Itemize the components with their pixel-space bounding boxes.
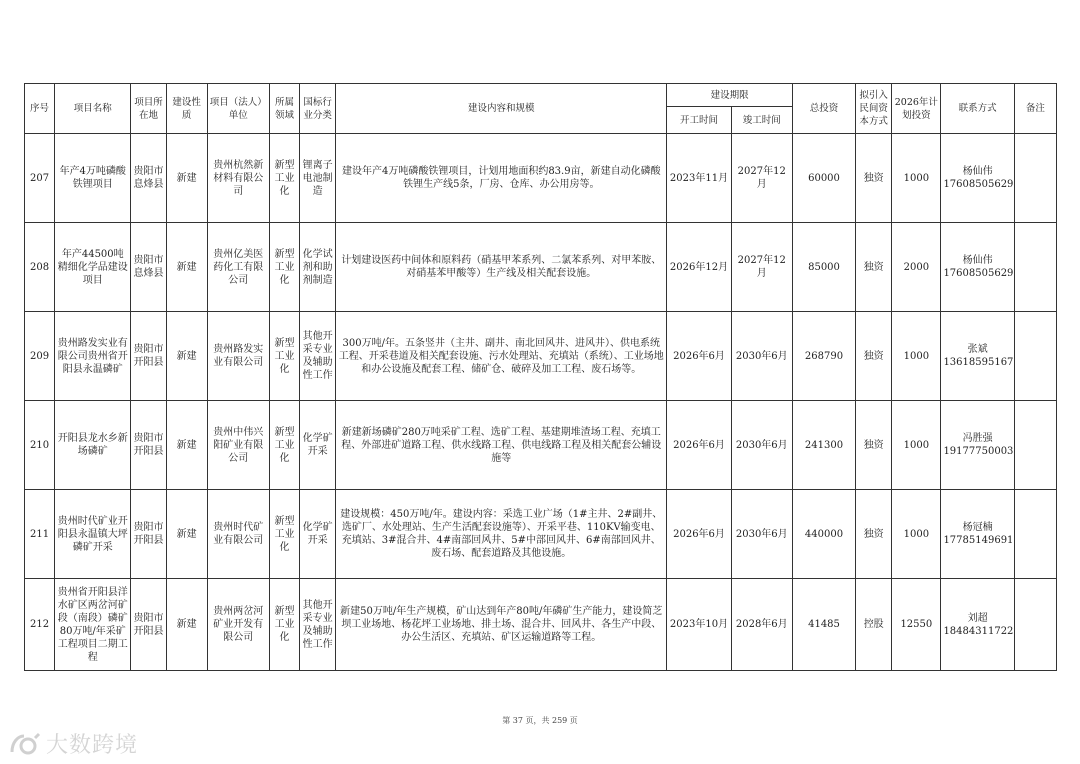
contact-name: 刘超 <box>967 612 988 624</box>
cell-contact <box>941 134 1014 223</box>
cell-start: 2026年6月 <box>667 401 731 490</box>
cell-contact <box>941 223 1014 312</box>
header-end: 竣工时间 <box>731 107 792 134</box>
header-private-capital: 拟引入民间资本方式 <box>856 84 892 134</box>
cell-plan-2026: 1000 <box>892 312 941 401</box>
cell-end: 2030年6月 <box>731 312 792 401</box>
cell-seq: 212 <box>25 579 55 671</box>
cell-industry: 其他开采专业及辅助性工作 <box>300 312 336 401</box>
cell-industry: 锂离子电池制造 <box>300 134 336 223</box>
cell-contact <box>941 312 1014 401</box>
cell-content: 300万吨/年。五条竖井（主井、副井、南北回风井、进风井）、供电系统工程、开采巷道及相关配套设施、污水处理站、充填站（系统）、工业场地和办公设施及配套工程、储矿仓、破碎及加工工程、废石场等。 <box>336 312 667 401</box>
cell-remarks <box>1014 134 1056 223</box>
header-plan-2026: 2026年计划投资 <box>892 84 941 134</box>
cell-investment: 41485 <box>792 579 855 671</box>
cell-name: 贵州路发实业有限公司贵州省开阳县永温磷矿 <box>55 312 131 401</box>
cell-plan-2026: 1000 <box>892 134 941 223</box>
header-investment: 总投资 <box>792 84 855 134</box>
cell-investment: 85000 <box>792 223 855 312</box>
cell-nature: 新建 <box>166 312 207 401</box>
cell-content: 建设规模：450万吨/年。建设内容：采选工业广场（1#主井、2#副井、选矿厂、水处理站、生产生活配套设施等）、开采平巷、110KV输变电、充填站、3#混合井、4#南部回风井、5#中部回风井、6#南部回风井、废石场、配套道路及其他设施。 <box>336 490 667 579</box>
table-row <box>25 490 1057 579</box>
table-row <box>25 312 1057 401</box>
cell-content: 建设年产4万吨磷酸铁锂项目，计划用地面积约83.9亩，新建自动化磷酸铁锂生产线5条，厂房、仓库、办公用房等。 <box>336 134 667 223</box>
contact-name: 杨冠楠 <box>962 522 993 533</box>
cell-location: 贵阳市息烽县 <box>131 223 166 312</box>
contact-phone: 13618595167 <box>943 357 1014 368</box>
cell-unit: 贵州路发实业有限公司 <box>207 312 269 401</box>
brand-logo-icon <box>8 732 42 756</box>
cell-seq: 208 <box>25 223 55 312</box>
cell-end: 2027年12月 <box>731 134 792 223</box>
contact-name: 杨仙伟 <box>962 166 993 177</box>
cell-content: 新建50万吨/年生产规模，矿山达到年产80吨/年磷矿生产能力，建设简芝坝工业场地、杨花坪工业场地、排土场、混合井、回风井、各生产中段、办公生活区、充填站、矿区运输道路等工程。 <box>336 579 667 671</box>
header-remarks: 备注 <box>1014 84 1056 134</box>
cell-field: 新型工业化 <box>269 223 299 312</box>
cell-industry: 化学矿开采 <box>300 401 336 490</box>
cell-field: 新型工业化 <box>269 579 299 671</box>
header-field: 所属领域 <box>269 84 299 134</box>
cell-nature: 新建 <box>166 401 207 490</box>
cell-location: 贵阳市息烽县 <box>131 134 166 223</box>
cell-location: 贵阳市开阳县 <box>131 401 166 490</box>
cell-plan-2026: 1000 <box>892 490 941 579</box>
cell-end: 2027年12月 <box>731 223 792 312</box>
cell-nature: 新建 <box>166 134 207 223</box>
cell-name: 年产44500吨精细化学品建设项目 <box>55 223 131 312</box>
cell-remarks <box>1014 312 1056 401</box>
cell-nature: 新建 <box>166 223 207 312</box>
cell-unit: 贵州亿美医药化工有限公司 <box>207 223 269 312</box>
cell-unit: 贵州两岔河矿业开发有限公司 <box>207 579 269 671</box>
cell-investment: 60000 <box>792 134 855 223</box>
contact-phone: 17608505629 <box>943 268 1014 279</box>
cell-location: 贵阳市开阳县 <box>131 579 166 671</box>
contact-phone: 18484311722 <box>943 625 1014 637</box>
cell-seq: 209 <box>25 312 55 401</box>
contact-name: 杨仙伟 <box>962 255 993 266</box>
watermark-text: 大数跨境 <box>46 733 139 758</box>
table-row <box>25 579 1057 671</box>
cell-field: 新型工业化 <box>269 312 299 401</box>
cell-private-capital: 独资 <box>856 134 892 223</box>
header-seq: 序号 <box>25 84 55 134</box>
watermark <box>8 728 138 759</box>
cell-end: 2028年6月 <box>731 579 792 671</box>
cell-location: 贵阳市开阳县 <box>131 312 166 401</box>
table-row <box>25 223 1057 312</box>
contact-name: 冯胜强 <box>962 433 993 444</box>
cell-field: 新型工业化 <box>269 401 299 490</box>
contact-name: 张斌 <box>967 344 988 355</box>
cell-start: 2026年6月 <box>667 490 731 579</box>
cell-unit: 贵州中伟兴阳矿业有限公司 <box>207 401 269 490</box>
cell-field: 新型工业化 <box>269 490 299 579</box>
cell-content: 新建新场磷矿280万吨采矿工程、选矿工程、基建期堆渣场工程、充填工程、外部进矿道路工程、供水线路工程、供电线路工程及相关配套公辅设施等 <box>336 401 667 490</box>
cell-content: 计划建设医药中间体和原料药（硝基甲苯系列、二氯苯系列、对甲苯胺、对硝基苯甲酸等）生产线及相关配套设施。 <box>336 223 667 312</box>
cell-industry: 化学矿开采 <box>300 490 336 579</box>
contact-phone: 17608505629 <box>943 179 1014 190</box>
cell-remarks <box>1014 223 1056 312</box>
cell-end: 2030年6月 <box>731 401 792 490</box>
cell-name: 开阳县龙水乡新场磷矿 <box>55 401 131 490</box>
page-footer: 第 37 页，共 259 页 <box>502 716 578 725</box>
cell-contact <box>941 490 1014 579</box>
cell-contact <box>941 579 1014 671</box>
cell-seq: 210 <box>25 401 55 490</box>
cell-start: 2023年10月 <box>667 579 731 671</box>
cell-private-capital: 控股 <box>856 579 892 671</box>
contact-phone: 19177750003 <box>943 446 1014 457</box>
cell-investment: 268790 <box>792 312 855 401</box>
cell-start: 2026年6月 <box>667 312 731 401</box>
cell-plan-2026: 1000 <box>892 401 941 490</box>
cell-contact <box>941 401 1014 490</box>
cell-start: 2023年11月 <box>667 134 731 223</box>
header-row <box>25 84 1057 107</box>
cell-seq: 207 <box>25 134 55 223</box>
table-row <box>25 401 1057 490</box>
cell-investment: 440000 <box>792 490 855 579</box>
cell-name: 贵州时代矿业开阳县永温镇大坪磷矿开采 <box>55 490 131 579</box>
contact-phone: 17785149691 <box>943 535 1014 546</box>
header-name: 项目名称 <box>55 84 131 134</box>
cell-plan-2026: 12550 <box>892 579 941 671</box>
cell-private-capital: 独资 <box>856 223 892 312</box>
cell-private-capital: 独资 <box>856 312 892 401</box>
cell-nature: 新建 <box>166 490 207 579</box>
cell-private-capital: 独资 <box>856 490 892 579</box>
cell-location: 贵阳市开阳县 <box>131 490 166 579</box>
cell-industry: 化学试剂和助剂制造 <box>300 223 336 312</box>
header-location: 项目所在地 <box>131 84 166 134</box>
cell-name: 年产4万吨磷酸铁锂项目 <box>55 134 131 223</box>
header-period: 建设期限 <box>667 84 792 107</box>
cell-investment: 241300 <box>792 401 855 490</box>
cell-industry: 其他开采专业及辅助性工作 <box>300 579 336 671</box>
cell-start: 2026年12月 <box>667 223 731 312</box>
cell-remarks <box>1014 579 1056 671</box>
table-row <box>25 134 1057 223</box>
header-unit: 项目（法人）单位 <box>207 84 269 134</box>
header-content: 建设内容和规模 <box>336 84 667 134</box>
cell-nature: 新建 <box>166 579 207 671</box>
cell-name: 贵州省开阳县洋水矿区两岔河矿段（南段）磷矿80万吨/年采矿工程项目二期工程 <box>55 579 131 671</box>
header-industry: 国标行业分类 <box>300 84 336 134</box>
cell-unit: 贵州时代矿业有限公司 <box>207 490 269 579</box>
cell-plan-2026: 2000 <box>892 223 941 312</box>
cell-unit: 贵州杭然新材料有限公司 <box>207 134 269 223</box>
header-start: 开工时间 <box>667 107 731 134</box>
cell-end: 2030年6月 <box>731 490 792 579</box>
cell-remarks <box>1014 401 1056 490</box>
project-table <box>24 83 1057 671</box>
header-nature: 建设性质 <box>166 84 207 134</box>
cell-field: 新型工业化 <box>269 134 299 223</box>
cell-seq: 211 <box>25 490 55 579</box>
cell-remarks <box>1014 490 1056 579</box>
header-contact: 联系方式 <box>941 84 1014 134</box>
cell-private-capital: 独资 <box>856 401 892 490</box>
